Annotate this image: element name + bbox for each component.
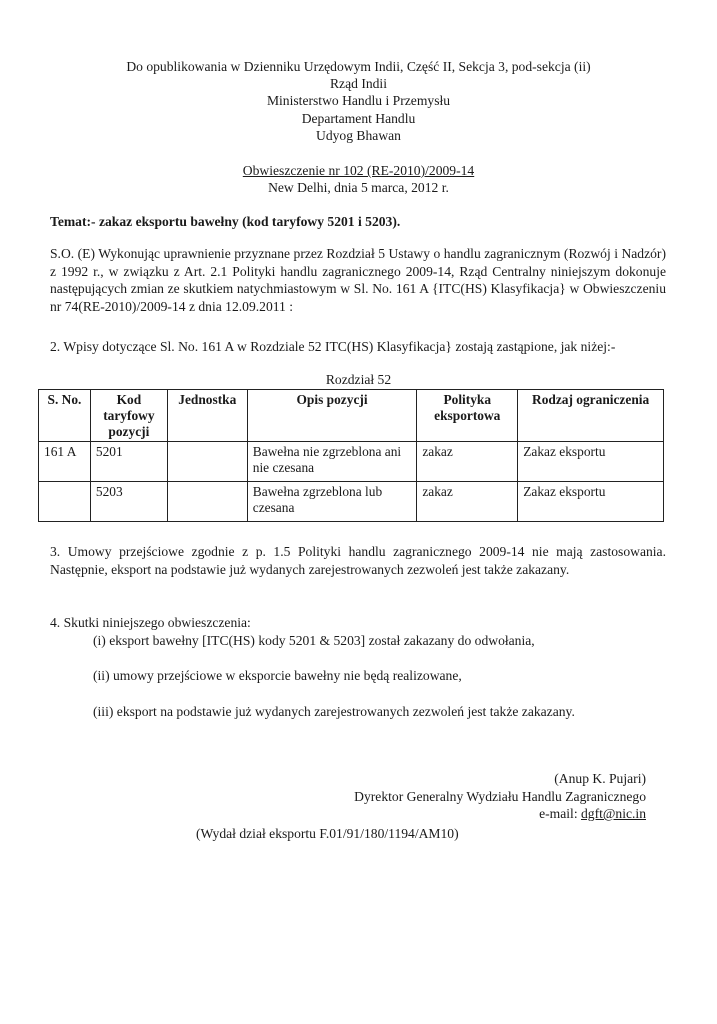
effects-section (50, 614, 670, 719)
header-restriction-type: Rodzaj ograniczenia (518, 390, 664, 442)
paragraph-2: 2. Wpisy dotyczące Sl. No. 161 A w Rozdziale 52 ITC(HS) Klasyfikacja} zostają zastąpione, jak niżej:- (50, 339, 616, 354)
cell-tariff-code: 5201 (90, 442, 167, 482)
cell-restriction-type: Zakaz eksportu (518, 482, 664, 522)
cell-export-policy: zakaz (417, 482, 518, 522)
email-label: e-mail: (539, 806, 581, 822)
cell-description: Bawełna zgrzeblona lub czesana (247, 482, 417, 522)
signature-block (0, 770, 646, 823)
effect-item: (iii) eksport na podstawie już wydanych zarejestrowanych zezwoleń jest także zakazany. (93, 704, 575, 719)
cell-description: Bawełna nie zgrzeblona ani nie czesana (247, 442, 417, 482)
building-line: Udyog Bhawan (316, 127, 401, 143)
table-row (39, 442, 664, 482)
effect-item: (ii) umowy przejściowe w eksporcie bawełny nie będą realizowane, (93, 668, 462, 683)
cell-tariff-code: 5203 (90, 482, 167, 522)
table-row (39, 482, 664, 522)
header-export-policy: Polityka eksportowa (417, 390, 518, 442)
cell-unit (167, 482, 247, 522)
cell-unit (167, 442, 247, 482)
paragraph-3: 3. Umowy przejściowe zgodnie z p. 1.5 Polityki handlu zagranicznego 2009-14 nie mają zastosowania. Następnie, eksport na podstawie już wydanych zarejestrowanych zezwoleń jest także zakazany. (50, 544, 666, 577)
cell-export-policy: zakaz (417, 442, 518, 482)
effects-heading: 4. Skutki niniejszego obwieszczenia: (50, 615, 251, 630)
table-caption: Rozdział 52 (325, 372, 392, 387)
email-link[interactable]: dgft@nic.in (581, 806, 646, 822)
notice-number: Obwieszczenie nr 102 (RE-2010)/2009-14 (242, 163, 475, 178)
header-sno: S. No. (39, 390, 91, 442)
ministry-line: Ministerstwo Handlu i Przemysłu (266, 93, 451, 109)
notice-block (0, 162, 717, 196)
paragraph-1: S.O. (E) Wykonując uprawnienie przyznane przez Rozdział 5 Ustawy o handlu zagranicznym (Rozwój i Nadzór) z 1992 r., w związku z Art. 2.1 Polityki handlu zagranicznego 2009-14, Rząd Centralny niniejszym dokonuje następujących zmian ze skutkiem natychmiastowym w Sl. No. 161 A {ITC(HS) Klasyfikacja} w Obwieszczeniu nr 74(RE-2010)/2009-14 z dnia 12.09.2011 : (50, 246, 666, 314)
publication-line: Do opublikowania w Dzienniku Urzędowym Indii, Część II, Sekcja 3, pod-sekcja (ii) (126, 59, 591, 74)
effect-item: (i) eksport bawełny [ITC(HS) kody 5201 & 5203] został zakazany do odwołania, (93, 633, 535, 648)
signatory-name: (Anup K. Pujari) (554, 771, 646, 786)
subject-line: Temat:- zakaz eksportu bawełny (kod taryfowy 5201 i 5203). (50, 214, 401, 229)
document-header (0, 58, 717, 144)
department-line: Departament Handlu (301, 110, 416, 126)
table-header-row (39, 390, 664, 442)
notice-place-date: New Delhi, dnia 5 marca, 2012 r. (268, 180, 449, 196)
cell-sno (39, 482, 91, 522)
reference-line: (Wydał dział eksportu F.01/91/180/1194/AM10) (196, 826, 459, 841)
signatory-email (0, 805, 646, 823)
cell-restriction-type: Zakaz eksportu (518, 442, 664, 482)
cell-sno: 161 A (39, 442, 91, 482)
tariff-table (38, 389, 664, 522)
header-tariff-code: Kod taryfowy pozycji (90, 390, 167, 442)
signatory-title: Dyrektor Generalny Wydziału Handlu Zagranicznego (354, 788, 646, 804)
header-unit: Jednostka (167, 390, 247, 442)
government-line: Rząd Indii (329, 76, 387, 92)
header-description: Opis pozycji (247, 390, 417, 442)
